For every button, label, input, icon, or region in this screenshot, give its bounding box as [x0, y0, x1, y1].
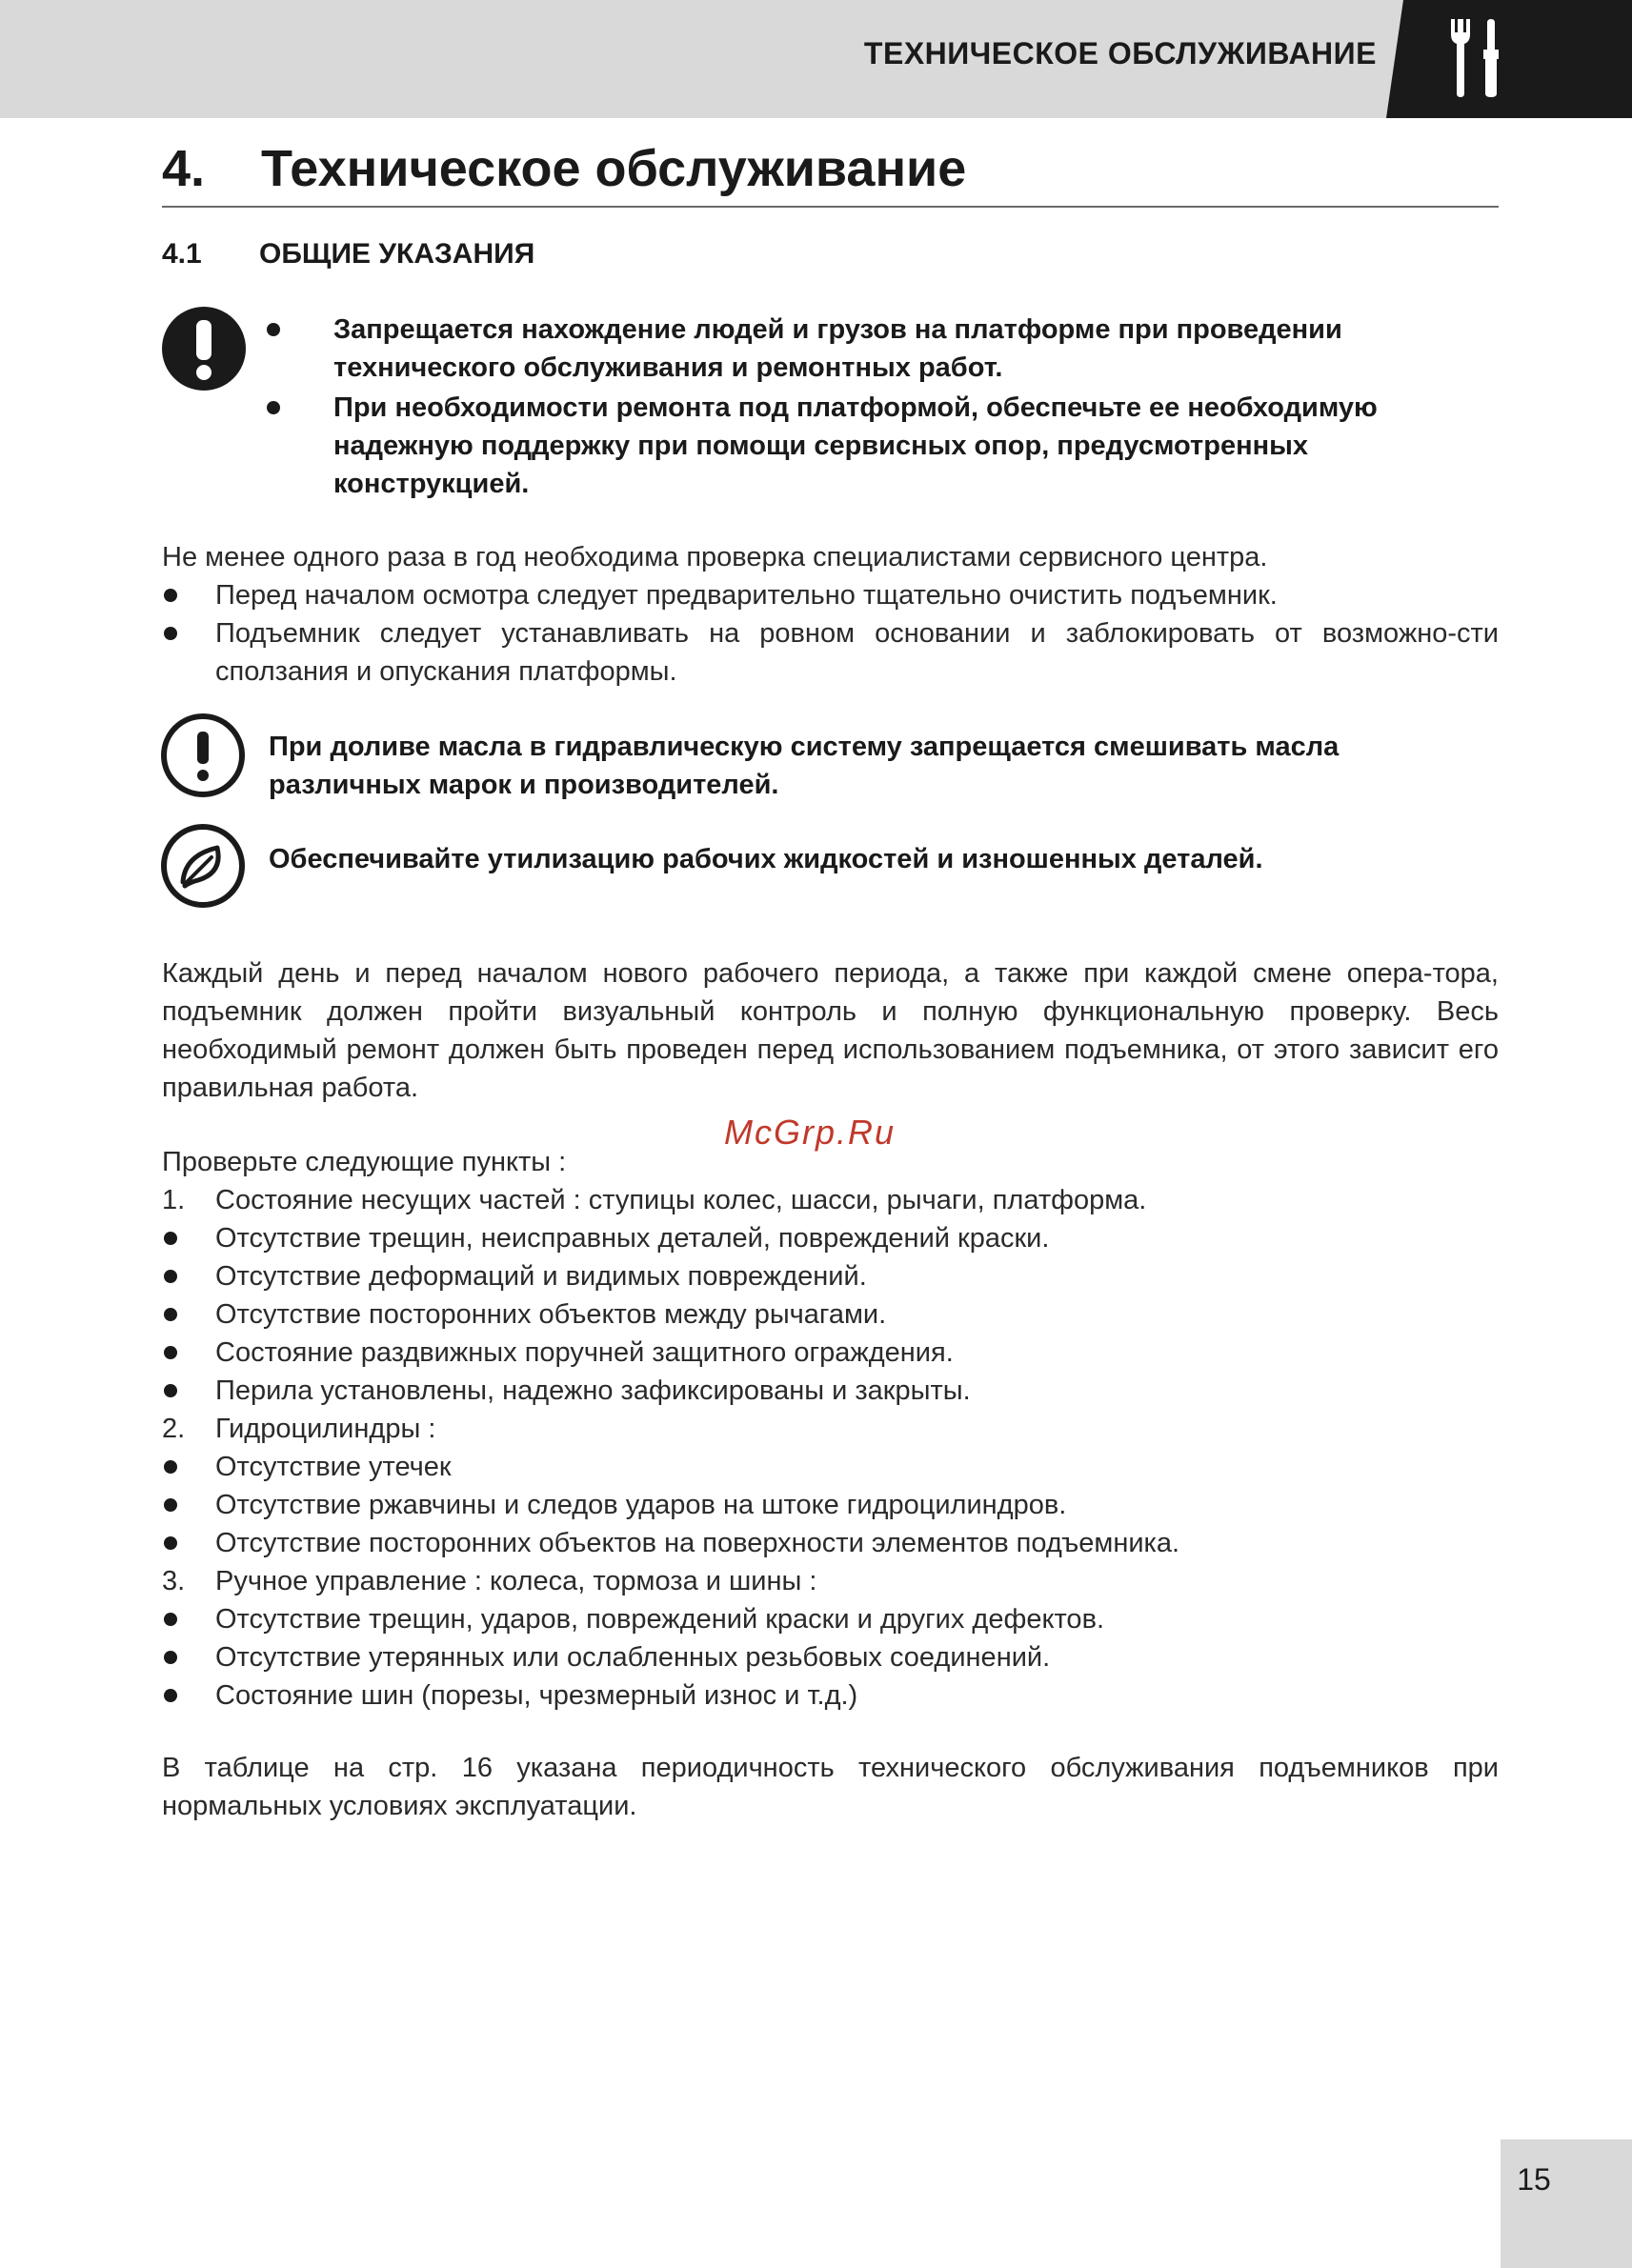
checklist-text: Отсутствие утерянных или ослабленных резьбовых соединений.	[215, 1642, 1051, 1673]
checklist-text: Отсутствие посторонних объектов на поверхности элементов подъемника.	[215, 1528, 1180, 1558]
checklist-text: Отсутствие утечек	[215, 1452, 452, 1482]
checklist-item	[162, 1638, 1499, 1676]
checklist-text: Состояние шин (порезы, чрезмерный износ и т.д.)	[215, 1680, 858, 1711]
checklist-item	[162, 1410, 1499, 1448]
checklist-number: 3.	[162, 1566, 186, 1596]
warning-item: Запрещается нахождение людей и грузов на платформе при проведении технического обслуживания и ремонтных работ.	[265, 311, 1503, 387]
checklist-text: Гидроцилиндры :	[215, 1414, 436, 1444]
section-number: 4.1	[162, 238, 202, 270]
oil-note: При доливе масла в гидравлическую систему запрещается смешивать масла различных марок и производителей.	[269, 732, 1340, 800]
chapter-heading	[162, 139, 1499, 208]
checklist-number: 2.	[162, 1414, 186, 1444]
bullet-dot	[164, 1536, 177, 1550]
inspection-list	[162, 576, 1499, 691]
checklist-text: Отсутствие трещин, неисправных деталей, повреждений краски.	[215, 1223, 1050, 1254]
checklist-text: Отсутствие посторонних объектов между рычагами.	[215, 1299, 887, 1330]
checklist-text: Состояние раздвижных поручней защитного ограждения.	[215, 1337, 954, 1368]
bullet-dot	[164, 1346, 177, 1359]
bullet-dot	[164, 1384, 177, 1397]
checklist-item	[162, 1219, 1499, 1257]
warning-item: При необходимости ремонта под платформой, обеспечьте ее необходимую надежную поддержку при помощи сервисных опор, предусмотренных конструкцией.	[265, 389, 1503, 503]
inspection-intro: Не менее одного раза в год необходима проверка специалистами сервисного центра.	[162, 542, 1268, 572]
checklist-text: Отсутствие трещин, ударов, повреждений краски и других дефектов.	[215, 1604, 1105, 1635]
checklist-text: Перила установлены, надежно зафиксированы и закрыты.	[215, 1375, 971, 1406]
checklist-item	[162, 1295, 1499, 1334]
section-title: ОБЩИЕ УКАЗАНИЯ	[259, 238, 535, 270]
header-title: ТЕХНИЧЕСКОЕ ОБСЛУЖИВАНИЕ	[863, 36, 1377, 70]
checklist-item	[162, 1486, 1499, 1524]
chapter-title: Техническое обслуживание	[261, 140, 967, 197]
leaf-icon	[160, 823, 246, 909]
header-band	[0, 0, 1632, 118]
checklist-text: Состояние несущих частей : ступицы колес, шасси, рычаги, платформа.	[215, 1185, 1147, 1215]
bullet-dot	[164, 1308, 177, 1321]
checklist-item	[162, 1600, 1499, 1638]
exclamation-circle-icon	[160, 713, 246, 798]
bullet-dot	[164, 1498, 177, 1512]
wrench-screwdriver-icon	[1443, 17, 1510, 99]
checklist-item	[162, 1257, 1499, 1295]
page-number-tab	[1501, 2139, 1632, 2268]
list-item: Подъемник следует устанавливать на ровном основании и заблокировать от возможно-сти сползания и опускания платформы.	[162, 614, 1499, 691]
bullet-dot	[164, 1613, 177, 1626]
disposal-note: Обеспечивайте утилизацию рабочих жидкостей и изношенных деталей.	[269, 844, 1263, 874]
checklist-item	[162, 1181, 1499, 1219]
checklist-text: Отсутствие деформаций и видимых повреждений.	[215, 1261, 867, 1292]
checklist-item	[162, 1524, 1499, 1562]
warning-list	[265, 311, 1503, 505]
page-number: 15	[1517, 2162, 1551, 2197]
bullet-dot	[164, 1270, 177, 1283]
checklist-text: Отсутствие ржавчины и следов ударов на штоке гидроцилиндров.	[215, 1490, 1067, 1520]
chapter-number: 4.	[162, 140, 206, 197]
checklist-item	[162, 1676, 1499, 1715]
checklist	[162, 1181, 1499, 1715]
checklist-item	[162, 1334, 1499, 1372]
bullet-dot	[164, 1689, 177, 1702]
footer-paragraph: В таблице на стр. 16 указана периодичность технического обслуживания подъемников при нормальных условиях эксплуатации.	[162, 1753, 1499, 1821]
checklist-intro: Проверьте следующие пункты :	[162, 1147, 567, 1177]
list-item: Перед началом осмотра следует предварительно тщательно очистить подъемник.	[162, 576, 1499, 614]
exclamation-icon	[160, 305, 248, 392]
checklist-item	[162, 1448, 1499, 1486]
bullet-dot	[164, 1232, 177, 1245]
daily-check-paragraph: Каждый день и перед началом нового рабочего периода, а также при каждой смене опера-тора, подъемник должен пройти визуальный контроль и полную функциональную проверку. Весь необходимый ремонт должен быть проведен перед использованием подъемника, от этого зависит его правильная работа.	[162, 958, 1499, 1103]
checklist-text: Ручное управление : колеса, тормоза и шины :	[215, 1566, 817, 1596]
header-tab	[1386, 0, 1632, 118]
checklist-item	[162, 1562, 1499, 1600]
checklist-item	[162, 1372, 1499, 1410]
checklist-number: 1.	[162, 1185, 186, 1215]
watermark: McGrp.Ru	[724, 1113, 897, 1152]
bullet-dot	[164, 1460, 177, 1474]
bullet-dot	[164, 1651, 177, 1664]
